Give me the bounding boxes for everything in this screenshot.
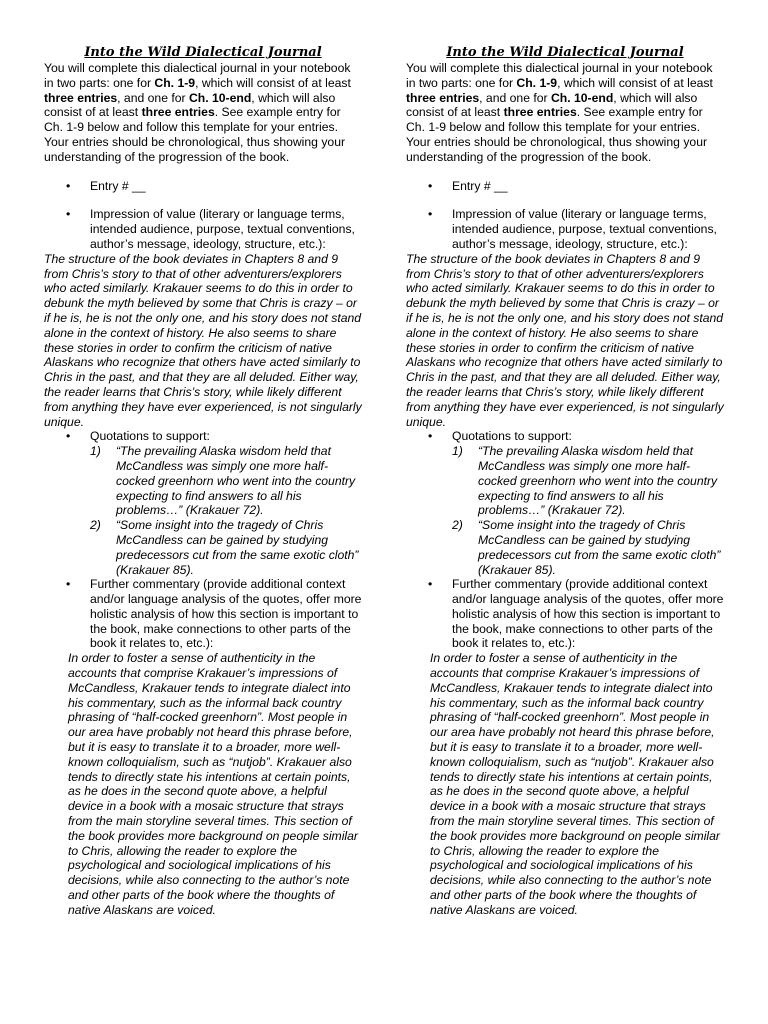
intro-bold: Ch. 1-9	[516, 75, 558, 90]
quote-number: 2)	[452, 518, 463, 533]
quote-item	[44, 444, 362, 518]
intro-text: , which will also consist of at least	[44, 90, 336, 120]
impression-label: • Impression of value (literary or language terms, intended audience, purpose, textual conventions, author’s message, ideology, structure, etc.):	[406, 207, 724, 251]
further-commentary-label: • Further commentary (provide additional context and/or language analysis of the quotes, offer more holistic analysis of how this section is important to the book, make connections to other parts of the book it relates to, etc.):	[44, 577, 362, 651]
page-title: Into the Wild Dialectical Journal	[446, 45, 684, 60]
impression-text: The structure of the book deviates in Chapters 8 and 9 from Chris’s story to that of other adventurers/explorers who acted similarly. Krakauer seems to do this in order to debunk the myth believed by some that Chris is crazy – or if he is, he is not the only one, and his story does not stand alone in the context of history. He also seems to share these stories in order to confirm the criticism of native Alaskans who recognize that others have acted similarly to Chris in the past, and that they are all deluded. Either way, the reader learns that Chris’s story, while likely different from anything they have ever experienced, is not singularly unique.	[406, 251, 724, 429]
intro-text: , which will also consist of at least	[406, 90, 698, 120]
entry-number-bullet: • Entry # __	[406, 179, 724, 194]
impression-text: The structure of the book deviates in Chapters 8 and 9 from Chris’s story to that of other adventurers/explorers who acted similarly. Krakauer seems to do this in order to debunk the myth believed by some that Chris is crazy – or if he is, he is not the only one, and his story does not stand alone in the context of history. He also seems to share these stories in order to confirm the criticism of native Alaskans who recognize that others have acted similarly to Chris in the past, and that they are all deluded. Either way, the reader learns that Chris’s story, while likely different from anything they have ever experienced, is not singularly unique.	[44, 251, 362, 429]
quote-list	[44, 444, 362, 577]
further-commentary-text: In order to foster a sense of authenticity in the accounts that comprise Krakauer’s impressions of McCandless, Krakauer tends to integrate dialect into his commentary, such as the informal back country phrasing of “half-cocked greenhorn”. Most people in our area have probably not heard this phrase before, but it is easy to translate it to a broader, more well-known colloquialism, such as “nutjob”. Krakauer also tends to directly state his intentions at certain points, as he does in the second quote above, a helpful device in a book with a mosaic structure that strays from the main storyline several times. This section of the book provides more background on people similar to Chris, allowing the reader to explore the psychological and sociological implications of his decisions, while also connecting to the author’s note and other parts of the book where the thoughts of native Alaskans are voiced.	[68, 651, 358, 917]
journal-column-right	[406, 44, 724, 918]
quotations-label: • Quotations to support:	[44, 429, 362, 444]
quote-text: “The prevailing Alaska wisdom held that McCandless was simply one more half-cocked greenhorn who went into the country expecting to find answers to all his problems…” (Krakauer 72).	[116, 444, 356, 518]
quote-number: 1)	[90, 444, 101, 459]
quote-item	[406, 444, 724, 518]
quote-text: “Some insight into the tragedy of Chris McCandless can be gained by studying predecessors cut from the same exotic cloth” (Krakauer 85).	[116, 518, 359, 577]
further-commentary-text: In order to foster a sense of authenticity in the accounts that comprise Krakauer’s impressions of McCandless, Krakauer tends to integrate dialect into his commentary, such as the informal back country phrasing of “half-cocked greenhorn”. Most people in our area have probably not heard this phrase before, but it is easy to translate it to a broader, more well-known colloquialism, such as “nutjob”. Krakauer also tends to directly state his intentions at certain points, as he does in the second quote above, a helpful device in a book with a mosaic structure that strays from the main storyline several times. This section of the book provides more background on people similar to Chris, allowing the reader to explore the psychological and sociological implications of his decisions, while also connecting to the author’s note and other parts of the book where the thoughts of native Alaskans are voiced.	[430, 651, 720, 917]
intro-bold: Ch. 10-end	[188, 90, 252, 105]
intro-bold: Ch. 10-end	[550, 90, 614, 105]
intro-text: . See example entry for Ch. 1-9 below and follow this template for your entries. Your entries should be chronological, thus showing your understanding of the progression of the book.	[44, 105, 346, 164]
intro-text: . See example entry for Ch. 1-9 below and follow this template for your entries. Your entries should be chronological, thus showing your understanding of the progression of the book.	[406, 105, 708, 164]
journal-column-left	[44, 44, 362, 918]
intro-bold: three entries	[44, 90, 118, 105]
intro-bold: three entries	[406, 90, 480, 105]
intro-paragraph	[406, 61, 724, 165]
quote-text: “Some insight into the tragedy of Chris McCandless can be gained by studying predecessors cut from the same exotic cloth” (Krakauer 85).	[478, 518, 721, 577]
quotations-label: • Quotations to support:	[406, 429, 724, 444]
quote-list	[406, 444, 724, 577]
entry-number-bullet: • Entry # __	[44, 179, 362, 194]
intro-paragraph	[44, 61, 362, 165]
intro-text: , and one for	[117, 90, 189, 105]
quote-item	[44, 518, 362, 577]
impression-label: • Impression of value (literary or language terms, intended audience, purpose, textual conventions, author’s message, ideology, structure, etc.):	[44, 207, 362, 251]
page-title: Into the Wild Dialectical Journal	[84, 45, 322, 60]
intro-text: , which will consist of at least	[195, 75, 351, 90]
intro-bold: Ch. 1-9	[154, 75, 196, 90]
intro-bold: three entries	[141, 105, 215, 120]
intro-text: You will complete this dialectical journal in your notebook in two parts: one for	[44, 61, 351, 90]
intro-text: , and one for	[479, 90, 551, 105]
intro-bold: three entries	[503, 105, 577, 120]
quote-text: “The prevailing Alaska wisdom held that McCandless was simply one more half-cocked greenhorn who went into the country expecting to find answers to all his problems…” (Krakauer 72).	[478, 444, 718, 518]
intro-text: You will complete this dialectical journal in your notebook in two parts: one for	[406, 61, 713, 90]
quote-item	[406, 518, 724, 577]
intro-text: , which will consist of at least	[557, 75, 713, 90]
further-commentary-label: • Further commentary (provide additional context and/or language analysis of the quotes, offer more holistic analysis of how this section is important to the book, make connections to other parts of the book it relates to, etc.):	[406, 577, 724, 651]
quote-number: 1)	[452, 444, 463, 459]
quote-number: 2)	[90, 518, 101, 533]
